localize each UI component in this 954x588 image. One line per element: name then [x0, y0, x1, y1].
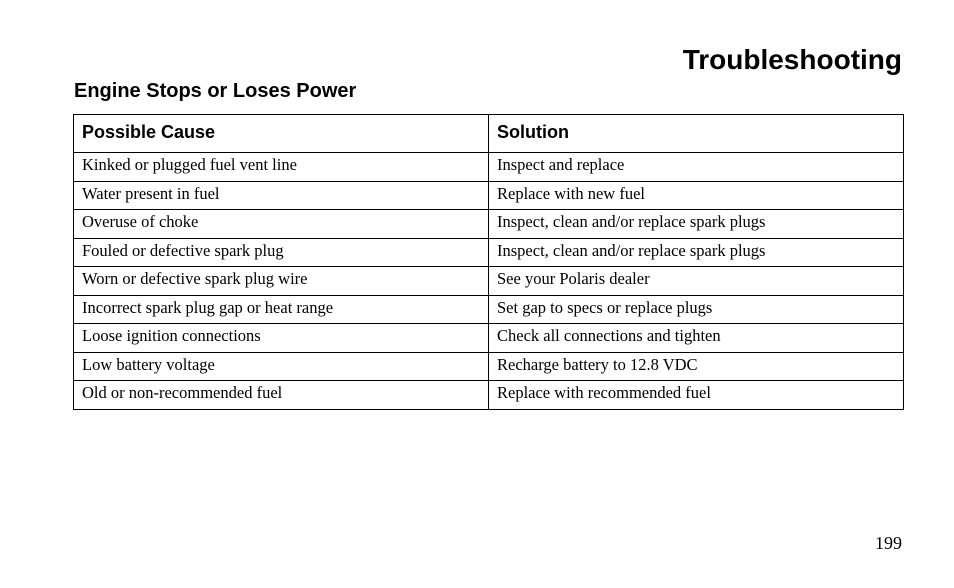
table-row — [74, 381, 904, 410]
table-row — [74, 210, 904, 239]
cause-cell: Worn or defective spark plug wire — [74, 267, 489, 296]
cause-cell: Loose ignition connections — [74, 324, 489, 353]
solution-cell: Replace with new fuel — [489, 181, 904, 210]
solution-cell: Inspect and replace — [489, 153, 904, 182]
solution-cell: Set gap to specs or replace plugs — [489, 295, 904, 324]
cause-cell: Fouled or defective spark plug — [74, 238, 489, 267]
column-header-solution: Solution — [489, 115, 904, 153]
solution-cell: See your Polaris dealer — [489, 267, 904, 296]
table-row — [74, 181, 904, 210]
page-title: Troubleshooting — [682, 44, 902, 75]
table-row — [74, 153, 904, 182]
table-row — [74, 238, 904, 267]
solution-cell: Recharge battery to 12.8 VDC — [489, 352, 904, 381]
solution-cell: Inspect, clean and/or replace spark plugs — [489, 238, 904, 267]
solution-cell: Inspect, clean and/or replace spark plugs — [489, 210, 904, 239]
table-header — [74, 115, 904, 153]
troubleshooting-table — [73, 114, 904, 410]
solution-cell: Check all connections and tighten — [489, 324, 904, 353]
column-header-possible-cause: Possible Cause — [74, 115, 489, 153]
table-row — [74, 324, 904, 353]
cause-cell: Old or non-recommended fuel — [74, 381, 489, 410]
table-row — [74, 267, 904, 296]
cause-cell: Kinked or plugged fuel vent line — [74, 153, 489, 182]
section-title: Engine Stops or Loses Power — [74, 80, 357, 102]
table-body — [74, 153, 904, 410]
cause-cell: Water present in fuel — [74, 181, 489, 210]
cause-cell: Incorrect spark plug gap or heat range — [74, 295, 489, 324]
page-number: 199 — [875, 533, 902, 553]
cause-cell: Overuse of choke — [74, 210, 489, 239]
cause-cell: Low battery voltage — [74, 352, 489, 381]
table-row — [74, 352, 904, 381]
solution-cell: Replace with recommended fuel — [489, 381, 904, 410]
table-row — [74, 295, 904, 324]
table-header-row — [74, 115, 904, 153]
